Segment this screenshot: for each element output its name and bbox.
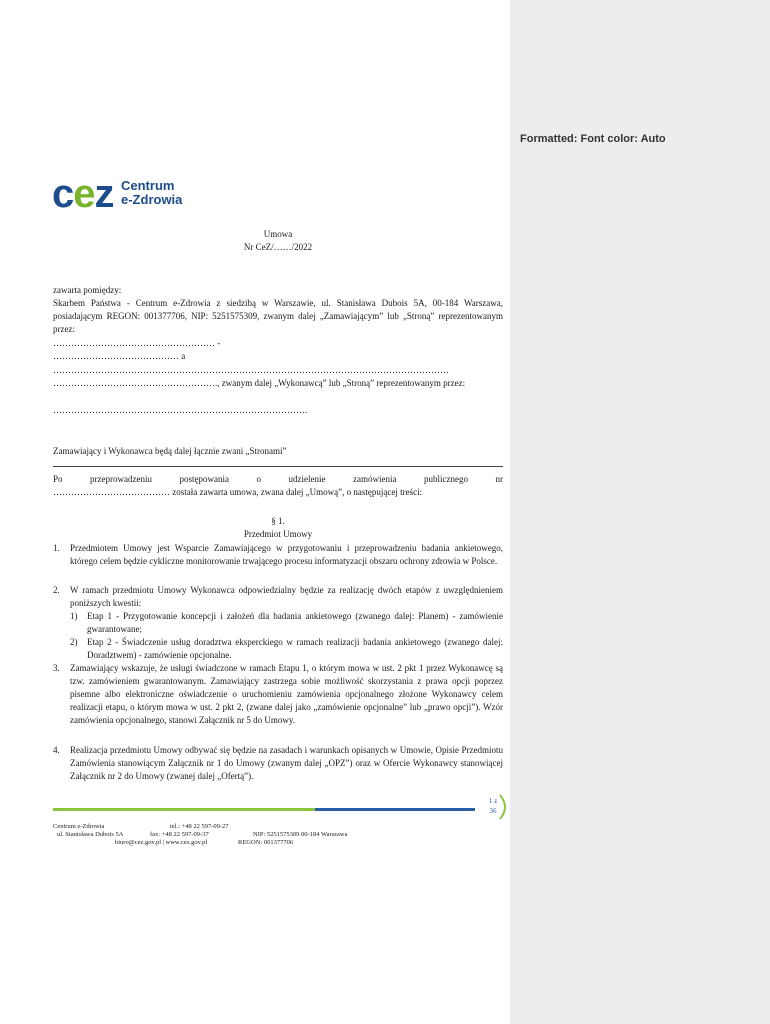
dots-line-4: ………………………………………………., zwanym dalej „Wykonawcą” lub „Stroną” reprezentowanym przez: [53, 378, 466, 388]
list-item-4 [53, 744, 503, 783]
footer-bar-green [53, 808, 315, 811]
dots-line-3: …………………………………………………………………………………………………………………… [53, 365, 449, 375]
list-item-number: 3. [53, 663, 60, 673]
page-number-current: 1 z [488, 797, 498, 805]
sub-item-text: Etap 2 - Świadczenie usług doradztwa eksperckiego w ramach realizacji badania ankietowego (zwanego dalej: Doradztwem) - zamówienie opcjonalne. [87, 637, 503, 660]
sub-item-1 [70, 610, 503, 636]
sub-item-2 [70, 636, 503, 662]
list-item-text: Przedmiotem Umowy jest Wsparcie Zamawiającego w przygotowaniu i przeprowadzeniu badania ankietowego, którego celem będzie cykliczne monitorowanie trwającego procesu informatyzacji obszaru ochrony zdrowia w Polsce. [70, 543, 503, 566]
list-item-3 [53, 662, 503, 727]
footer-org: Centrum e-Zdrowia [53, 823, 105, 830]
footer-regon: REGON: 001377706 [238, 839, 294, 846]
paragraph-po-line1: Po przeprowadzeniu postępowania o udzielenie zamówienia publicznego nr [53, 474, 503, 484]
section-title: Przedmiot Umowy [243, 529, 313, 539]
sub-item-text: Etap 1 - Przygotowanie koncepcji i założeń dla badania ankietowego (zwanego dalej: Planem) - zamówienie gwarantowane; [87, 611, 503, 634]
list-item-text: W ramach przedmiotu Umowy Wykonawca odpowiedzialny będzie za realizację dwóch etapów z uwzględnieniem poniższych kwestii: [70, 585, 503, 608]
logo-line2: e-Zdrowia [121, 192, 183, 207]
list-item-number: 2. [53, 585, 60, 595]
footer-tel: tel.: +48 22 597-09-27 [170, 823, 229, 830]
doc-title: Umowa [263, 229, 293, 239]
footer-fax: fax: +48 22 597-09-37 [150, 831, 209, 838]
footer-bar-blue [315, 808, 475, 811]
doc-number: Nr CeZ/……/2022 [243, 242, 313, 252]
comment-title: Formatted: Font color: Auto [520, 133, 666, 145]
logo-text [121, 179, 182, 207]
footer-nip: NIP: 5251575309 00-184 Warszawa [253, 831, 348, 838]
list-item-1 [53, 542, 503, 568]
paragraph-skarb: Skarbem Państwa - Centrum e-Zdrowia z siedzibą w Warszawie, ul. Stanisława Dubois 5A, 00-184 Warszawa, posiadającym REGON: 001377706, NIP: 5251575309, zwanym dalej „Zamawiającym” lub „Stroną” reprezentowanym przez: [53, 298, 503, 334]
paragraph-po-line2: ………………………………… została zawarta umowa, zwana dalej „Umową”, o następującej treści: [53, 487, 423, 497]
footer-address: ul. Stanisława Dubois 5A [57, 831, 124, 838]
list-item-text: Realizacja przedmiotu Umowy odbywać się będzie na zasadach i warunkach opisanych w Umowie, Opisie Przedmiotu Zamówienia stanowiącym Załącznik nr 1 do Umowy (zwanym dalej „OPZ”) oraz w Ofercie Wykonawcy stanowiącej Załącznik nr 2 do Umowy (zwanej dalej „Ofertą”). [70, 745, 503, 781]
sub-item-number: 2) [70, 637, 78, 647]
sub-item-number: 1) [70, 611, 78, 621]
dots-line-2: …………………………………… a [53, 351, 186, 361]
dots-line-1: ……………………………………………… - [53, 338, 221, 348]
horizontal-rule [53, 466, 503, 467]
list-item-text: Zamawiający wskazuje, że usługi świadczone w ramach Etapu 1, o którym mowa w ust. 2 pkt 1 przez Wykonawcę są tzw. zamówieniem gwarantowanym. Zamawiający zastrzega sobie możliwość skorzystania z prawa opcji poprzez pisemne albo elektroniczne oświadczenie o uruchomieniu zamówienia opcjonalnego złożone Wykonawcy celem realizacji etapu, o którym mowa w ust. 2 pkt 2, (zwane dalej jako „zamówienie opcjonalne” lub „prawo opcji”). Wzór zamówienia opcjonalnego, stanowi Załącznik nr 5 do Umowy. [70, 663, 503, 725]
footer-contact: biuro@cez.gov.pl | www.cez.gov.pl [115, 839, 208, 846]
section-number: § 1. [271, 516, 285, 526]
logo-mark: cez [52, 172, 114, 216]
list-item-number: 4. [53, 745, 60, 755]
list-item-number: 1. [53, 543, 60, 553]
cez-logo [52, 174, 202, 214]
paragraph-zawarta: zawarta pomiędzy: [53, 285, 122, 295]
comment-pane [510, 0, 770, 1024]
dots-line-5: …………………………………………………………………………. [53, 405, 308, 415]
logo-line1: Centrum [121, 178, 175, 193]
paragraph-strony: Zamawiający i Wykonawca będą dalej łącznie zwani „Stronami” [53, 446, 287, 456]
list-item-2 [53, 584, 503, 610]
page-number-total: 36 [489, 807, 497, 815]
